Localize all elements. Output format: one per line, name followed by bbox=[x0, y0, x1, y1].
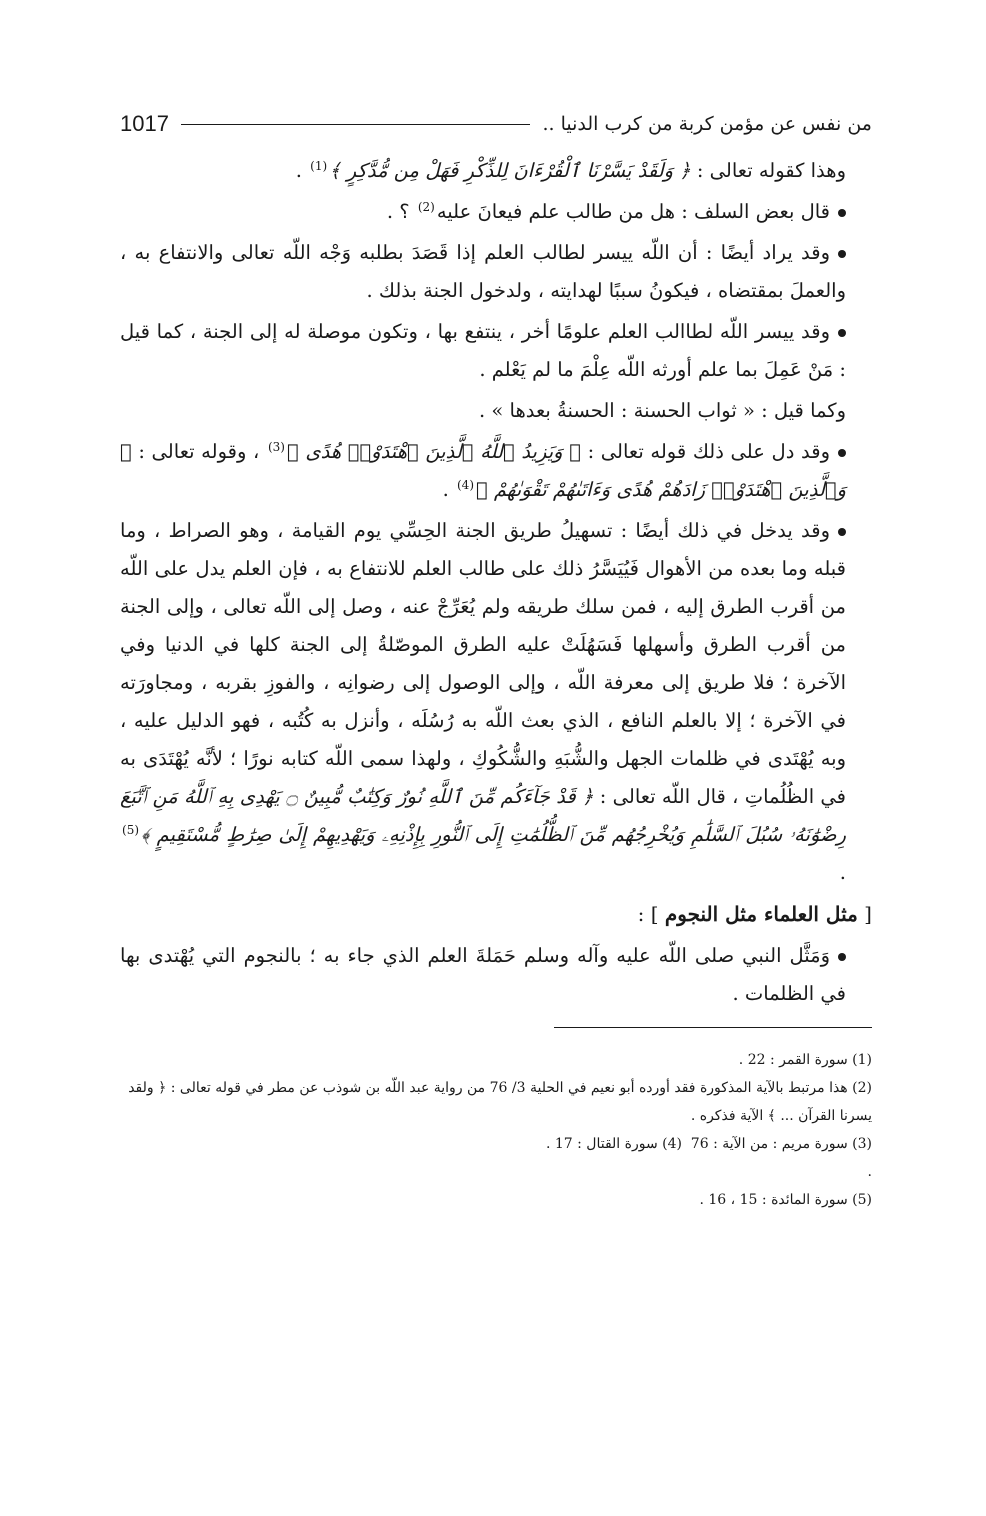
bullet-icon bbox=[838, 250, 846, 258]
page-number: 1017 bbox=[120, 111, 169, 136]
heading-bracket: ] : bbox=[637, 902, 665, 926]
paragraph bbox=[120, 392, 872, 430]
footnote: (3) سورة مريم : من الآية : 76 . bbox=[690, 1136, 872, 1180]
quran-verse: ﴿ قَدْ جَآءَكُم مِّنَ ٱللَّهِ نُورٌ وَكِتَٰبٌ مُّبِينٌ ۝ يَهْدِى بِهِ ٱللَّهُ مَنِ ٱتَّبَعَ رِضْوَٰنَهُۥ سُبُلَ ٱلسَّلَٰمِ وَيُخْرِجُهُم مِّنَ ٱلظُّلُمَٰتِ إِلَى ٱلنُّورِ بِإِذْنِهِۦ وَيَهْدِيهِمْ إِلَىٰ صِرَٰطٍ مُّسْتَقِيمٍ ﴾ bbox=[120, 785, 846, 846]
quran-verse: ﴿ وَلَقَدْ يَسَّرْنَا ٱلْقُرْءَانَ لِلذِّكْرِ فَهَلْ مِن مُّدَّكِرٍ ﴾ bbox=[329, 159, 691, 182]
paragraph bbox=[120, 512, 872, 892]
bullet-icon bbox=[838, 953, 846, 961]
paragraph bbox=[120, 234, 872, 310]
footnote-reference: (3) bbox=[267, 439, 285, 454]
heading-bracket: [ bbox=[857, 902, 872, 926]
footnote-reference: (1) bbox=[310, 158, 328, 173]
book-page bbox=[120, 104, 872, 1214]
quran-verse: ﴿ وَيَزِيدُ ٱللَّهُ ٱلَّذِينَ ٱهْتَدَوْا۟ هُدًى ﴾ bbox=[286, 440, 581, 463]
quran-verse: ﴿ وَٱلَّذِينَ ٱهْتَدَوْا۟ زَادَهُمْ هُدًى وَءَاتَىٰهُمْ تَقْوَىٰهُمْ ﴾ bbox=[120, 440, 846, 501]
header-rule bbox=[181, 124, 531, 125]
paragraph bbox=[120, 193, 872, 231]
paragraph-text: قال بعض السلف : هل من طالب علم فيعانَ عليه bbox=[436, 200, 830, 223]
paragraph bbox=[120, 433, 872, 509]
footnote-reference: (5) bbox=[122, 822, 140, 837]
paragraph bbox=[120, 152, 872, 190]
paragraph-text: وهذا كقوله تعالى : bbox=[690, 159, 846, 182]
paragraph-text: وقد يراد أيضًا : أن اللّه ييسر لطالب العلم إذا قَصَدَ بطلبه وَجْه اللّه تعالى والانتفاع به ، والعملَ بمقتضاه ، فيكونُ سببًا لهدايته ، ولدخول الجنة بذلك . bbox=[120, 241, 846, 302]
paragraph bbox=[120, 937, 872, 1013]
bullet-icon bbox=[838, 209, 846, 217]
paragraph-text: ؟ . bbox=[386, 200, 416, 223]
footnotes bbox=[120, 1027, 872, 1214]
running-header bbox=[120, 104, 872, 144]
paragraph-text: . bbox=[295, 159, 309, 182]
paragraph-text: وكما قيل : « ثواب الحسنة : الحسنةُ بعدها » . bbox=[478, 399, 846, 422]
bullet-icon bbox=[838, 449, 846, 457]
heading-text: مثل العلماء مثل النجوم bbox=[664, 902, 858, 926]
footnote: (5) سورة المائدة : 15 ، 16 . bbox=[699, 1192, 872, 1208]
bullet-icon bbox=[838, 329, 846, 337]
paragraph-text: وَمَثَّل النبي صلى اللّه عليه وآله وسلم حَمَلةَ العلم الذي جاء به ؛ بالنجوم التي يُهْتدى بها في الظلمات . bbox=[120, 944, 846, 1005]
paragraph-text: وقد دل على ذلك قوله تعالى : bbox=[580, 440, 830, 463]
paragraph-text: . bbox=[442, 478, 455, 501]
running-title: من نفس عن مؤمن كربة من كرب الدنيا .. bbox=[542, 113, 872, 135]
paragraph-text: وقد ييسر اللّه لطاالب العلم علومًا أخر ، ينتفع بها ، وتكون موصلة له إلى الجنة ، كما قيل : مَنْ عَمِلَ بما علم أورثه اللّه عِلْمَ ما لم يَعْلم . bbox=[120, 320, 846, 381]
footnote: (4) سورة القتال : 17 . bbox=[545, 1136, 682, 1152]
bullet-icon bbox=[838, 528, 846, 536]
paragraph-text: وقد يدخل في ذلك أيضًا : تسهيلُ طريق الجنة الحِسِّي يوم القيامة ، وهو الصراط ، وما قبله وما بعده من الأهوال فَيُيَسَّرُ ذلك على طالب العلم للانتفاع به ، فإن العلم يدل على اللّه من أقرب الطرق إليه ، فمن سلك طريقه ولم يُعَرِّجْ عنه ، وصل إلى اللّه تعالى ، وإلى الجنة من أقرب الطرق وأسهلها فَسَهُلَتْ عليه الطرق الموصّلةُ إلى الجنة كلها في الدنيا وفي الآخرة ؛ فلا طريق إلى معرفة اللّه ، وإلى الوصول إلى رضوانِه ، والفوزِ بقربه ، ومجاورَته في الآخرة ؛ إلا بالعلم النافع ، الذي بعث اللّه به رُسُلَه ، وأنزل به كُتُبه ، فهو الدليل عليه ، وبه يُهْتَدى في ظلمات الجهل والشُّبَهِ والشُّكُوكِ ، ولهذا سمى اللّه كتابه نورًا ؛ لأنَّه يُهْتَدَى به في الظُلُماتِ ، قال اللّه تعالى : bbox=[120, 519, 846, 808]
section-heading bbox=[120, 895, 872, 933]
paragraph-text: . bbox=[839, 861, 846, 884]
footnote-row bbox=[120, 1130, 872, 1186]
paragraph bbox=[120, 313, 872, 389]
footnote-rule bbox=[554, 1027, 872, 1028]
footnote-reference: (2) bbox=[417, 199, 435, 214]
paragraph-text: ، وقوله تعالى : bbox=[131, 440, 266, 463]
main-text bbox=[120, 152, 872, 1013]
footnote: (1) سورة القمر : 22 . bbox=[738, 1052, 872, 1068]
footnote: (2) هذا مرتبط بالآية المذكورة فقد أورده أبو نعيم في الحلية 3/ 76 من رواية عبد اللّه بن شوذب عن مطر في قوله تعالى : ﴿ ولقد يسرنا القرآن ... ﴾ الآية فذكره . bbox=[128, 1080, 872, 1124]
footnote-reference: (4) bbox=[456, 477, 474, 492]
